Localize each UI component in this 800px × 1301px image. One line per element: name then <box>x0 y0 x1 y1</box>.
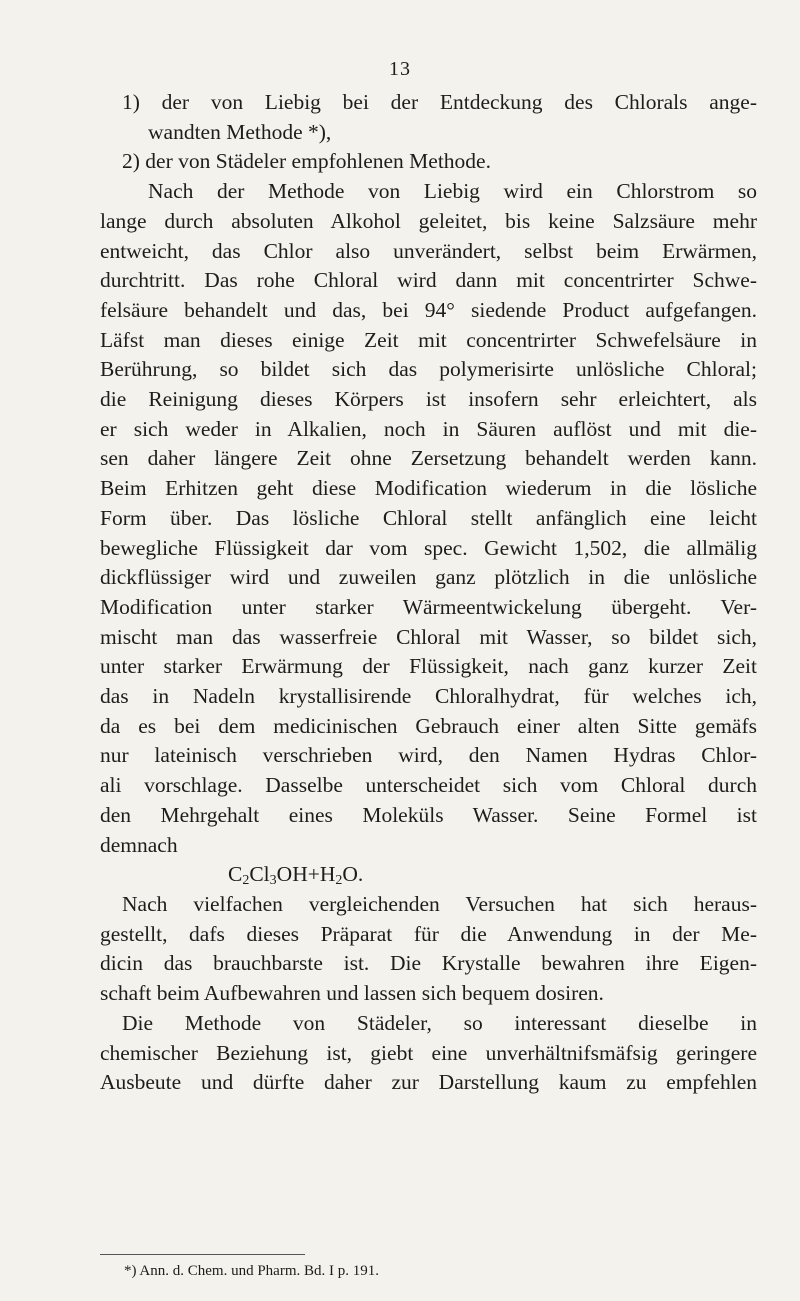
text-line: ali vorschlage. Dasselbe unterscheidet sich vom Chloral durch <box>100 773 757 798</box>
formula-subscript: 3 <box>269 873 277 889</box>
text-line: Beim Erhitzen geht diese Modification wiederum in die lösliche <box>100 476 757 501</box>
page-number: 13 <box>389 58 411 80</box>
text-line: Nach vielfachen vergleichenden Versuchen hat sich heraus- <box>122 891 757 916</box>
formula-part: Cl <box>249 862 270 887</box>
text-line: schaft beim Aufbewahren und lassen sich bequem dosiren. <box>100 981 604 1006</box>
text-line: gestellt, dafs dieses Präparat für die Anwendung in der Me- <box>100 921 757 946</box>
text-line: felsäure behandelt und das, bei 94° siedende Product aufgefangen. <box>100 297 757 322</box>
text-line: Die Methode von Städeler, so interessant dieselbe in <box>122 1010 757 1035</box>
footnote: *) Ann. d. Chem. und Pharm. Bd. I p. 191. <box>124 1263 379 1279</box>
formula-part: OH+H <box>276 862 336 887</box>
text-line: wandten Methode *), <box>148 119 332 144</box>
text-line: Form über. Das lösliche Chloral stellt anfänglich eine leicht <box>100 505 757 530</box>
formula-part: C <box>228 862 243 887</box>
text-line: sen daher längere Zeit ohne Zersetzung behandelt werden kann. <box>100 446 757 471</box>
text-line: demnach <box>100 832 178 857</box>
text-line: unter starker Erwärmung der Flüssigkeit, nach ganz kurzer Zeit <box>100 654 757 679</box>
text-line: die Reinigung dieses Körpers ist insofern sehr erleichtert, als <box>100 387 757 412</box>
text-line: mischt man das wasserfreie Chloral mit Wasser, so bildet sich, <box>100 624 757 649</box>
formula-subscript: 2 <box>335 873 343 889</box>
chemical-formula <box>100 860 757 890</box>
text-line: 1) der von Liebig bei der Entdeckung des Chlorals ange- <box>122 90 757 114</box>
text-line: er sich weder in Alkalien, noch in Säuren auflöst und mit die- <box>100 416 757 441</box>
body-text <box>100 88 757 1098</box>
text-line: lange durch absoluten Alkohol geleitet, bis keine Salzsäure mehr <box>100 208 757 233</box>
formula-part: O. <box>342 862 364 887</box>
text-line: da es bei dem medicinischen Gebrauch einer alten Sitte gemäfs <box>100 713 757 738</box>
text-line: Nach der Methode von Liebig wird ein Chlorstrom so <box>148 179 757 204</box>
text-line: nur lateinisch verschrieben wird, den Namen Hydras Chlor- <box>100 743 757 768</box>
formula-subscript: 2 <box>242 873 250 889</box>
text-line: dickflüssiger wird und zuweilen ganz plötzlich in die unlösliche <box>100 565 757 590</box>
text-line: den Mehrgehalt eines Moleküls Wasser. Seine Formel ist <box>100 802 757 827</box>
text-line: Modification unter starker Wärmeentwickelung übergeht. Ver- <box>100 594 757 619</box>
text-line: das in Nadeln krystallisirende Chloralhydrat, für welches ich, <box>100 684 757 709</box>
text-line: chemischer Beziehung ist, giebt eine unverhältnifsmäfsig geringere <box>100 1040 757 1065</box>
text-line: Läfst man dieses einige Zeit mit concentrirter Schwefelsäure in <box>100 327 757 352</box>
text-line: dicin das brauchbarste ist. Die Krystalle bewahren ihre Eigen- <box>100 951 757 976</box>
text-line: 2) der von Städeler empfohlenen Methode. <box>122 149 491 174</box>
footnote-divider <box>100 1254 305 1255</box>
text-line: Ausbeute und dürfte daher zur Darstellung kaum zu empfehlen <box>100 1070 757 1095</box>
text-line: durchtritt. Das rohe Chloral wird dann mit concentrirter Schwe- <box>100 268 757 293</box>
text-line: Berührung, so bildet sich das polymerisirte unlösliche Chloral; <box>100 357 757 382</box>
text-line: bewegliche Flüssigkeit dar vom spec. Gewicht 1,502, die allmälig <box>100 535 757 560</box>
text-line: entweicht, das Chlor also unverändert, selbst beim Erwärmen, <box>100 238 757 263</box>
